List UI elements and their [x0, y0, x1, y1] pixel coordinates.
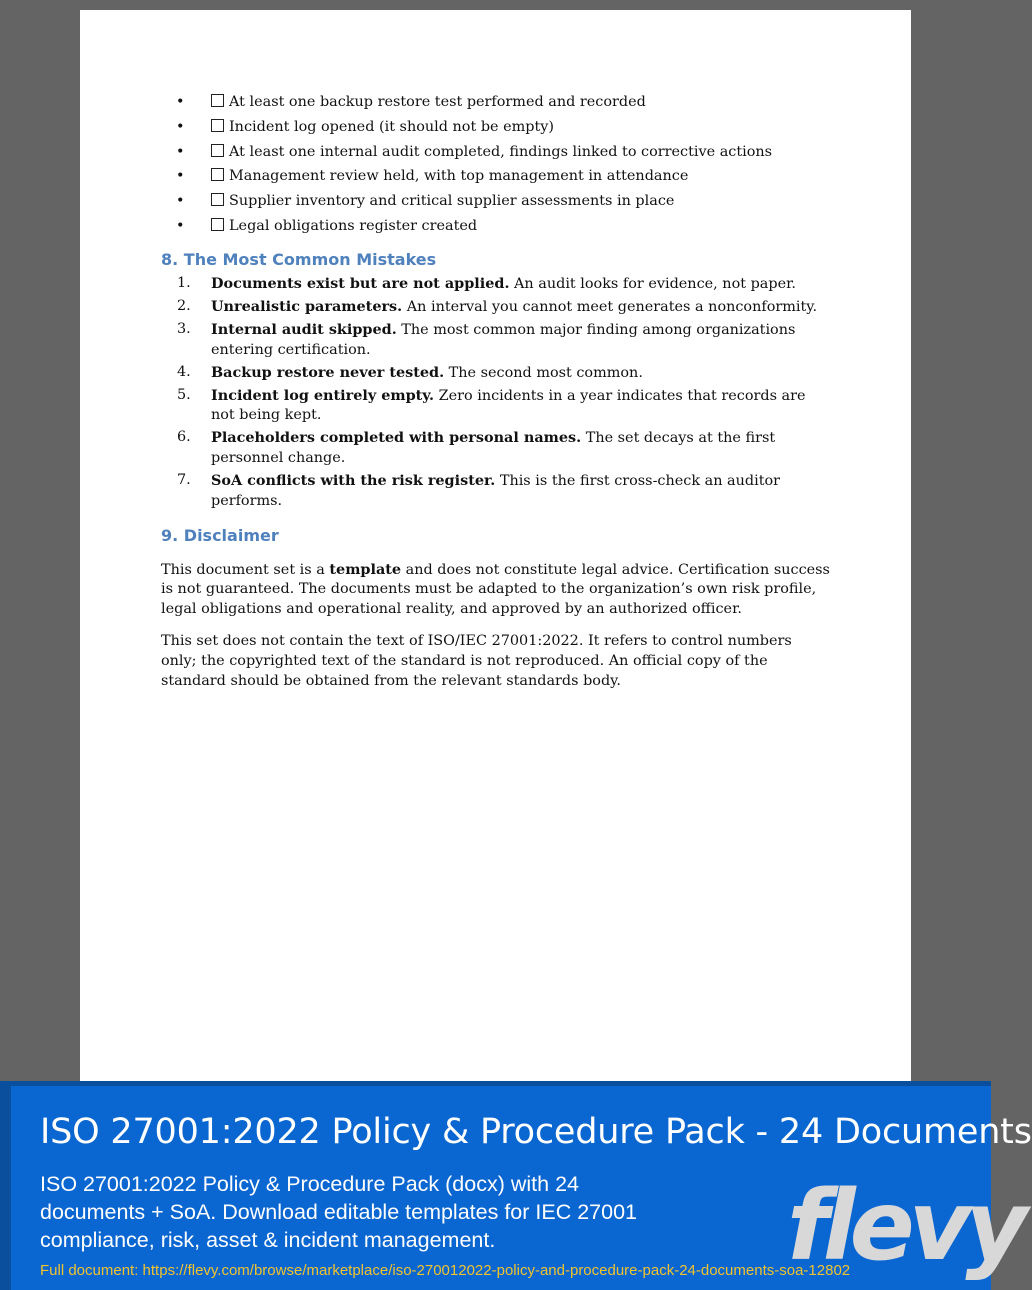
checklist-item: • At least one internal audit completed, findings linked to corrective actions — [176, 143, 773, 160]
list-item: 6. Placeholders completed with personal names. The set decays at the first personnel change. — [177, 429, 776, 467]
disclaimer-paragraph: This document set is a template and does not constitute legal advice. Certification success is not guaranteed. The documents must be adapted to the organization’s own risk profile, legal obligations and operational reality, and approved by an authorized officer. — [161, 560, 830, 618]
checklist-item: • At least one backup restore test performed and recorded — [176, 94, 646, 110]
flevy-logo: flevy — [787, 1170, 1022, 1282]
copyright-paragraph: This set does not contain the text of ISO/IEC 27001:2022. It refers to control numbers only; the copyrighted text of the standard is not reproduced. An official copy of the standard should be obtained from the relevant standards body. — [161, 633, 792, 689]
checkbox-icon — [211, 193, 224, 206]
promo-banner — [0, 1081, 1032, 1290]
list-item: 2. Unrealistic parameters. An interval you cannot meet generates a nonconformity. — [177, 297, 818, 315]
checklist-item: • Legal obligations register created — [176, 217, 478, 234]
section-heading-disclaimer: 9. Disclaimer — [161, 525, 279, 545]
banner-stripe — [0, 1086, 11, 1290]
checkbox-icon — [211, 119, 224, 132]
list-item: 1. Documents exist but are not applied. An audit looks for evidence, not paper. — [177, 274, 796, 292]
full-document-link[interactable]: Full document: https://flevy.com/browse/marketplace/iso-270012022-policy-and-procedure-pack-24-documents-soa-12802 — [40, 1262, 851, 1279]
checklist-item: • Incident log opened (it should not be empty) — [176, 118, 555, 135]
list-item: 7. SoA conflicts with the risk register. This is the first cross-check an auditor performs. — [177, 472, 781, 509]
page-content — [161, 92, 831, 691]
checklist-item: • Supplier inventory and critical supplier assessments in place — [176, 193, 675, 210]
checkbox-icon — [211, 168, 224, 181]
checkbox-icon — [211, 144, 224, 157]
document-page — [80, 10, 911, 1081]
mistakes-list — [161, 274, 831, 512]
banner-description: ISO 27001:2022 Policy & Procedure Pack (docx) with 24 documents + SoA. Download editable templates for IEC 27001 compliance, risk, asset & incident management. — [40, 1172, 637, 1252]
list-item: 4. Backup restore never tested. The second most common. — [177, 363, 643, 381]
checkbox-icon — [211, 94, 224, 107]
checklist — [161, 92, 831, 241]
checkbox-icon — [211, 218, 224, 231]
checklist-item: • Management review held, with top management in attendance — [176, 168, 689, 185]
banner-title: ISO 27001:2022 Policy & Procedure Pack - 24 Documents — [40, 1112, 1032, 1152]
section-heading-mistakes: 8. The Most Common Mistakes — [161, 249, 437, 269]
list-item: 5. Incident log entirely empty. Zero incidents in a year indicates that records are not being kept. — [177, 386, 806, 424]
list-item: 3. Internal audit skipped. The most common major finding among organizations entering certification. — [177, 320, 796, 358]
